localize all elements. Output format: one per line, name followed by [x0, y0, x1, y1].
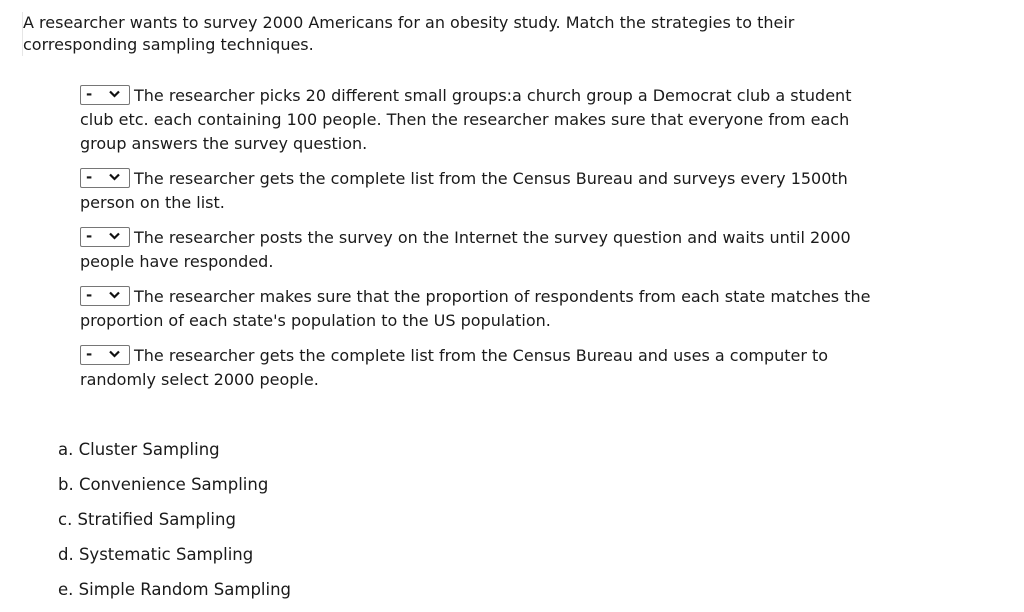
question-prompt: A researcher wants to survey 2000 Americans for an obesity study. Match the strategies to their corresponding sampling techniques.: [22, 12, 843, 56]
technique-option: b. Convenience Sampling: [58, 475, 269, 494]
strategy-item: [80, 167, 890, 215]
match-dropdown[interactable]: [80, 345, 130, 365]
technique-option: d. Systematic Sampling: [58, 545, 254, 564]
match-dropdown[interactable]: [80, 286, 130, 306]
technique-list: [58, 437, 291, 612]
match-dropdown[interactable]: [80, 227, 130, 247]
chevron-down-icon: [109, 232, 120, 240]
chevron-down-icon: [109, 173, 120, 181]
chevron-down-icon: [109, 350, 120, 358]
technique-option: e. Simple Random Sampling: [58, 580, 292, 599]
dropdown-value: -: [86, 168, 93, 186]
dropdown-value: -: [86, 85, 93, 103]
strategy-text: The researcher gets the complete list from the Census Bureau and surveys every 1500th person on the list.: [80, 169, 848, 212]
strategy-text: The researcher picks 20 different small groups:a church group a Democrat club a student club etc. each containing 100 people. Then the researcher makes sure that everyone from each group answers the survey question.: [80, 86, 852, 153]
dropdown-value: -: [86, 227, 93, 245]
strategy-item: [80, 344, 890, 392]
strategy-text: The researcher posts the survey on the Internet the survey question and waits until 2000 people have responded.: [80, 228, 851, 271]
match-dropdown[interactable]: [80, 85, 130, 105]
strategy-item: [80, 226, 890, 274]
dropdown-value: -: [86, 345, 93, 363]
strategy-text: The researcher makes sure that the proportion of respondents from each state matches the proportion of each state's population to the US population.: [80, 287, 871, 330]
chevron-down-icon: [109, 291, 120, 299]
technique-option: c. Stratified Sampling: [58, 510, 236, 529]
technique-option: a. Cluster Sampling: [58, 440, 220, 459]
chevron-down-icon: [109, 90, 120, 98]
strategy-list: [80, 84, 890, 403]
strategy-text: The researcher gets the complete list from the Census Bureau and uses a computer to randomly select 2000 people.: [80, 346, 829, 389]
match-dropdown[interactable]: [80, 168, 130, 188]
strategy-item: [80, 285, 890, 333]
dropdown-value: -: [86, 286, 93, 304]
strategy-item: [80, 84, 890, 156]
